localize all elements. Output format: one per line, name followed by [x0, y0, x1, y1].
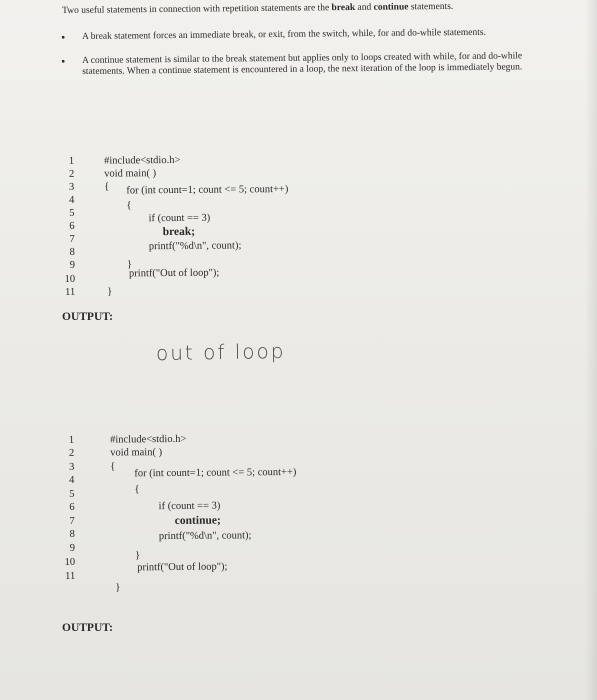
bullet-continue — [60, 51, 554, 78]
line-number: 1 — [68, 155, 75, 167]
code-line-continue: continue; — [174, 514, 221, 527]
line-number: 3 — [68, 181, 75, 193]
page-shadow — [585, 0, 597, 700]
code-line: } — [135, 550, 141, 562]
line-number: 10 — [64, 556, 76, 568]
code-line: #include<stdio.h> — [110, 433, 187, 446]
code-line: if (count == 3) — [158, 500, 221, 513]
intro-middle: and — [355, 2, 374, 13]
line-number: 3 — [68, 461, 75, 473]
line-number: 11 — [65, 286, 76, 298]
code-line: { — [110, 461, 116, 473]
bullet-dot: • — [60, 54, 66, 69]
line-number: 8 — [69, 528, 75, 540]
line-number: 10 — [64, 273, 76, 285]
handwritten-output: out of loop — [155, 338, 286, 366]
line-number: 2 — [68, 447, 75, 459]
line-number: 4 — [69, 194, 75, 206]
output-label: OUTPUT: — [62, 311, 113, 323]
intro-suffix: statements. — [408, 1, 454, 13]
code-line: } — [107, 286, 113, 298]
code-line: { — [104, 181, 110, 193]
code-line: { — [134, 484, 140, 496]
code-line: { — [126, 200, 132, 212]
intro-sentence — [62, 1, 582, 16]
code-line: } — [126, 259, 133, 271]
line-number: 5 — [69, 207, 75, 219]
code-line: printf("Out of loop"); — [128, 267, 220, 280]
code-line: printf("%d\n", count); — [148, 240, 242, 253]
code-line: #include<stdio.h> — [104, 154, 181, 167]
line-number: 4 — [69, 474, 75, 486]
bullet-text: A continue statement is similar to the break statement but applies only to loops created with while, for and do-while statements. When a continue statement is encountered in a loop, the next iteration of the loop is immediately begun. — [82, 51, 523, 77]
intro-break-keyword: break — [331, 2, 356, 14]
line-number: 8 — [69, 246, 75, 258]
line-number: 1 — [68, 434, 75, 446]
code-line: printf("%d\n", count); — [158, 530, 252, 543]
code-line: void main( ) — [110, 447, 163, 459]
intro-continue-keyword: continue — [373, 2, 409, 13]
line-number: 6 — [69, 220, 75, 232]
output-label: OUTPUT: — [62, 622, 113, 634]
bullet-text: A break statement forces an immediate break, or exit, from the switch, while, for and do-while statements. — [82, 27, 486, 42]
code-line-break: break; — [162, 225, 196, 239]
code-line: } — [115, 582, 121, 594]
line-number: 11 — [65, 570, 76, 582]
code-line: for (int count=1; count <= 5; count++) — [134, 466, 297, 480]
code-line: if (count == 3) — [148, 212, 211, 225]
code-line: printf("Out of loop"); — [137, 561, 228, 574]
line-number: 7 — [69, 515, 75, 527]
code-line: void main( ) — [104, 168, 157, 180]
line-number: 6 — [69, 501, 75, 513]
line-number: 9 — [69, 542, 76, 554]
line-number: 2 — [68, 168, 75, 180]
intro-prefix: Two useful statements in connection with repetition statements are the — [62, 3, 332, 16]
line-number: 5 — [69, 488, 75, 500]
bullet-dot: • — [60, 30, 66, 45]
code-line: for (int count=1; count <= 5; count++) — [126, 183, 289, 197]
bullet-break — [60, 27, 552, 45]
line-number: 9 — [69, 259, 76, 271]
line-number: 7 — [69, 233, 75, 245]
